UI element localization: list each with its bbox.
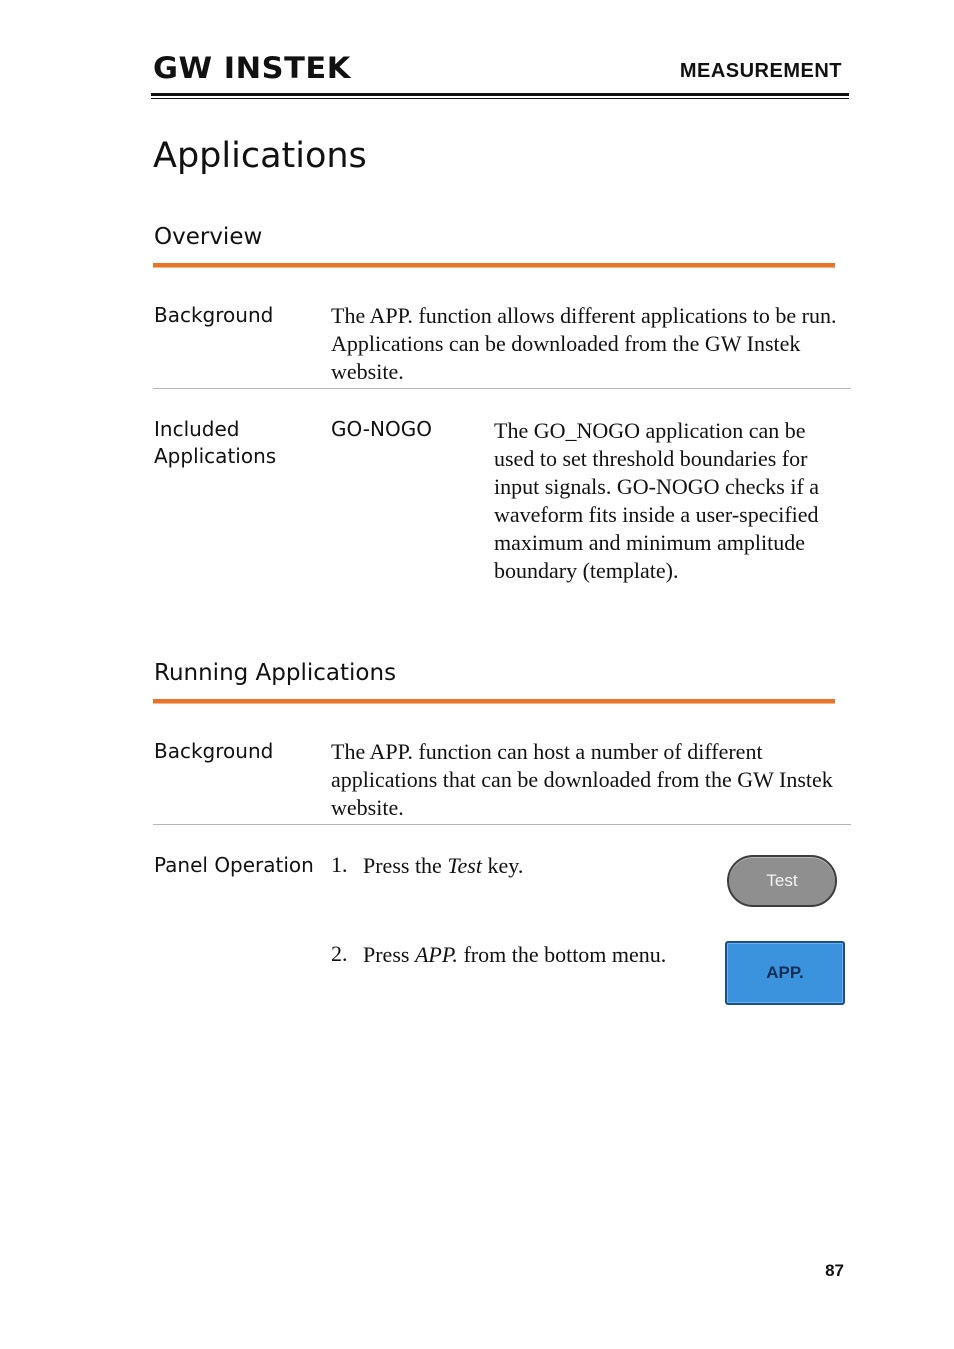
panel-operation-label: Panel Operation <box>154 853 314 877</box>
overview-background-text: The APP. function allows different applications to be run. Applications can be downloaded from the GW Instek website. <box>331 303 837 384</box>
step2-pre: Press <box>363 942 415 967</box>
chapter-label: MEASUREMENT <box>679 60 842 82</box>
included-applications-label <box>154 416 276 470</box>
app-key-label: APP. <box>766 963 804 982</box>
step1-key-name: Test <box>447 853 482 878</box>
overview-heading: Overview <box>154 224 263 250</box>
page-number: 87 <box>825 1261 844 1280</box>
running-background-text: The APP. function can host a number of different applications that can be downloaded from the GW Instek website. <box>331 739 833 820</box>
go-nogo-description: The GO_NOGO application can be used to set threshold boundaries for input signals. GO-NOGO checks if a waveform fits inside a user-specified maximum and minimum amplitude boundary (template). <box>494 418 820 583</box>
step1-pre: Press the <box>363 853 448 878</box>
included-label-line2: Applications <box>154 444 277 468</box>
running-rule <box>153 699 835 704</box>
running-background-label: Background <box>154 739 274 763</box>
step1-text <box>363 852 523 880</box>
header-rule <box>151 93 849 96</box>
app-softkey-image <box>725 941 845 1005</box>
included-label-line1: Included <box>154 417 240 441</box>
overview-rule <box>153 263 835 268</box>
overview-background-label: Background <box>154 303 274 327</box>
step2-text <box>363 941 666 969</box>
test-key-image <box>727 855 837 907</box>
row-divider <box>153 824 851 825</box>
step2-number: 2. <box>331 941 348 966</box>
header-rule-thin <box>151 98 849 99</box>
step2-post: from the bottom menu. <box>457 942 667 967</box>
step1-post: key. <box>481 853 524 878</box>
brand-logo: GW INSTEK <box>153 51 351 85</box>
step1-number: 1. <box>331 852 348 877</box>
row-divider <box>153 388 851 389</box>
test-key-label: Test <box>766 871 798 890</box>
step2-key-name: APP. <box>414 942 458 967</box>
running-applications-heading: Running Applications <box>154 660 397 686</box>
page-title: Applications <box>153 136 367 176</box>
app-name-go-nogo: GO-NOGO <box>331 417 432 441</box>
